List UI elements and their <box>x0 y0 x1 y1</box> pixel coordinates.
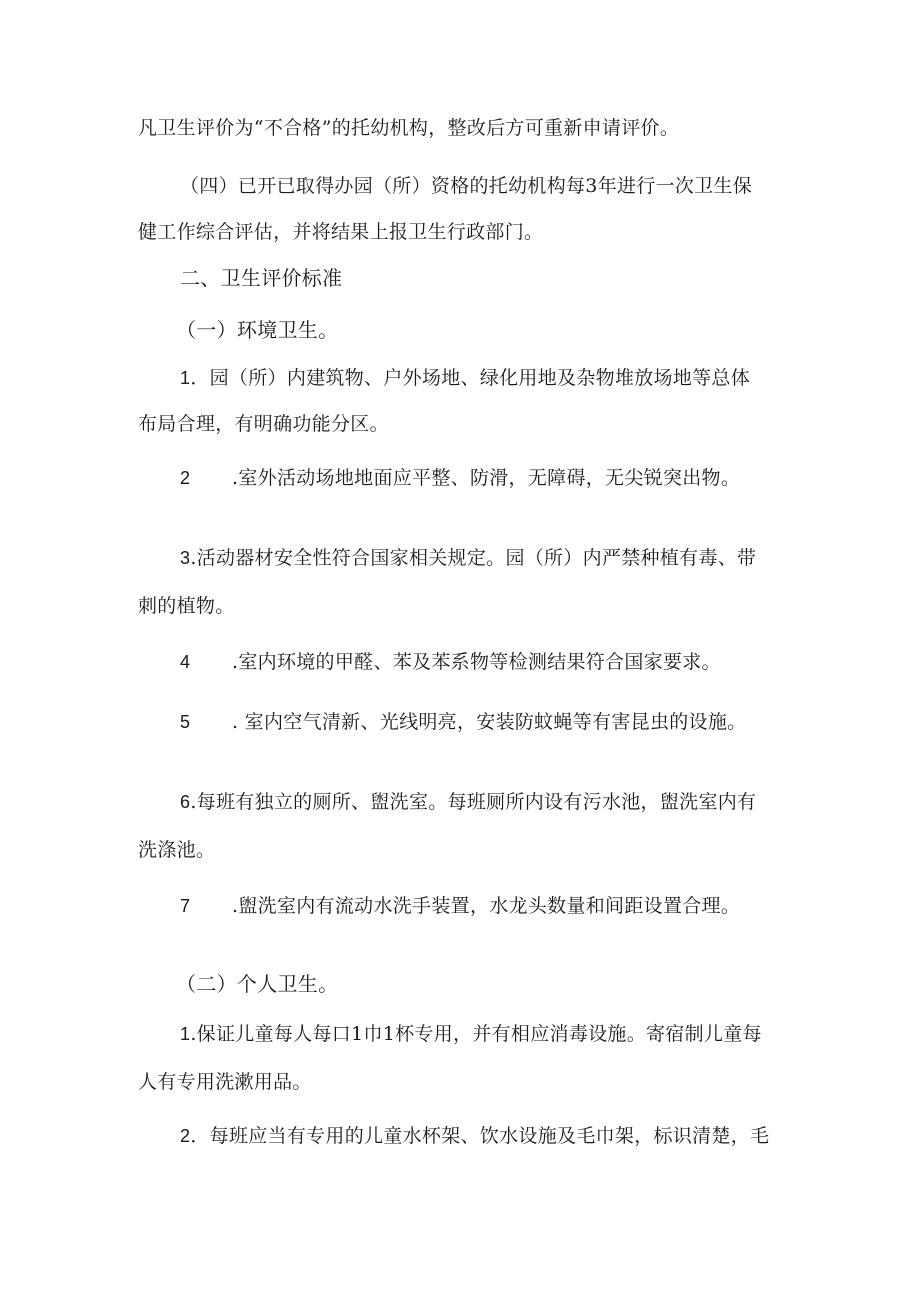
paragraph-line: 健工作综合评估，并将结果上报卫生行政部门。 <box>138 221 544 243</box>
list-item <box>180 650 721 674</box>
item-number: 2 <box>180 1126 191 1146</box>
list-item-continuation: 布局合理，有明确功能分区。 <box>138 413 389 435</box>
list-item <box>180 546 756 570</box>
list-item <box>180 466 740 490</box>
list-item-continuation: 刺的植物。 <box>138 595 235 617</box>
item-number: 2 <box>180 468 191 488</box>
list-item <box>180 710 746 734</box>
item-text: .保证儿童每人每口1巾1杯专用，并有相应消毒设施。寄宿制儿童每 <box>190 1023 762 1045</box>
list-item <box>180 1022 762 1046</box>
item-text: .室外活动场地地面应平整、防滑，无障碍，无尖锐突出物。 <box>232 467 741 489</box>
list-item <box>180 366 750 390</box>
item-text: .活动器材安全性符合国家相关规定。园（所）内严禁种植有毒、带 <box>190 547 757 569</box>
list-item-continuation: 人有专用洗漱用品。 <box>138 1071 312 1093</box>
item-text: .盥洗室内有流动水洗手装置，水龙头数量和间距设置合理。 <box>232 895 741 917</box>
subsection-heading: （一）环境卫生。 <box>176 318 339 342</box>
item-number: 1 <box>180 1024 191 1044</box>
item-text: .每班有独立的厕所、盥洗室。每班厕所内设有污水池，盥洗室内有 <box>190 791 757 813</box>
paragraph-line: 凡卫生评价为“不合格”的托幼机构，整改后方可重新申请评价。 <box>138 117 680 139</box>
item-text: ．园（所）内建筑物、户外场地、绿化用地及杂物堆放场地等总体 <box>190 367 751 389</box>
list-item <box>180 790 756 814</box>
item-number: 3 <box>180 548 191 568</box>
item-number: 5 <box>180 712 191 732</box>
subsection-heading: （二）个人卫生。 <box>176 972 339 996</box>
item-text: ．每班应当有专用的儿童水杯架、饮水设施及毛巾架，标识清楚，毛 <box>190 1125 770 1147</box>
item-number: 1 <box>180 368 191 388</box>
item-text: .室内环境的甲醛、苯及苯系物等检测结果符合国家要求。 <box>232 651 721 673</box>
list-item-continuation: 洗涤池。 <box>138 839 216 861</box>
paragraph-line: （四）已开已取得办园（所）资格的托幼机构每3年进行一次卫生保 <box>180 175 753 197</box>
item-number: 4 <box>180 652 191 672</box>
item-number: 7 <box>180 896 191 916</box>
list-item <box>180 1124 769 1148</box>
item-text: . 室内空气清新、光线明亮，安装防蚊蝇等有害昆虫的设施。 <box>232 711 747 733</box>
list-item <box>180 894 740 918</box>
item-number: 6 <box>180 792 191 812</box>
section-heading: 二、卫生评价标准 <box>180 266 343 290</box>
